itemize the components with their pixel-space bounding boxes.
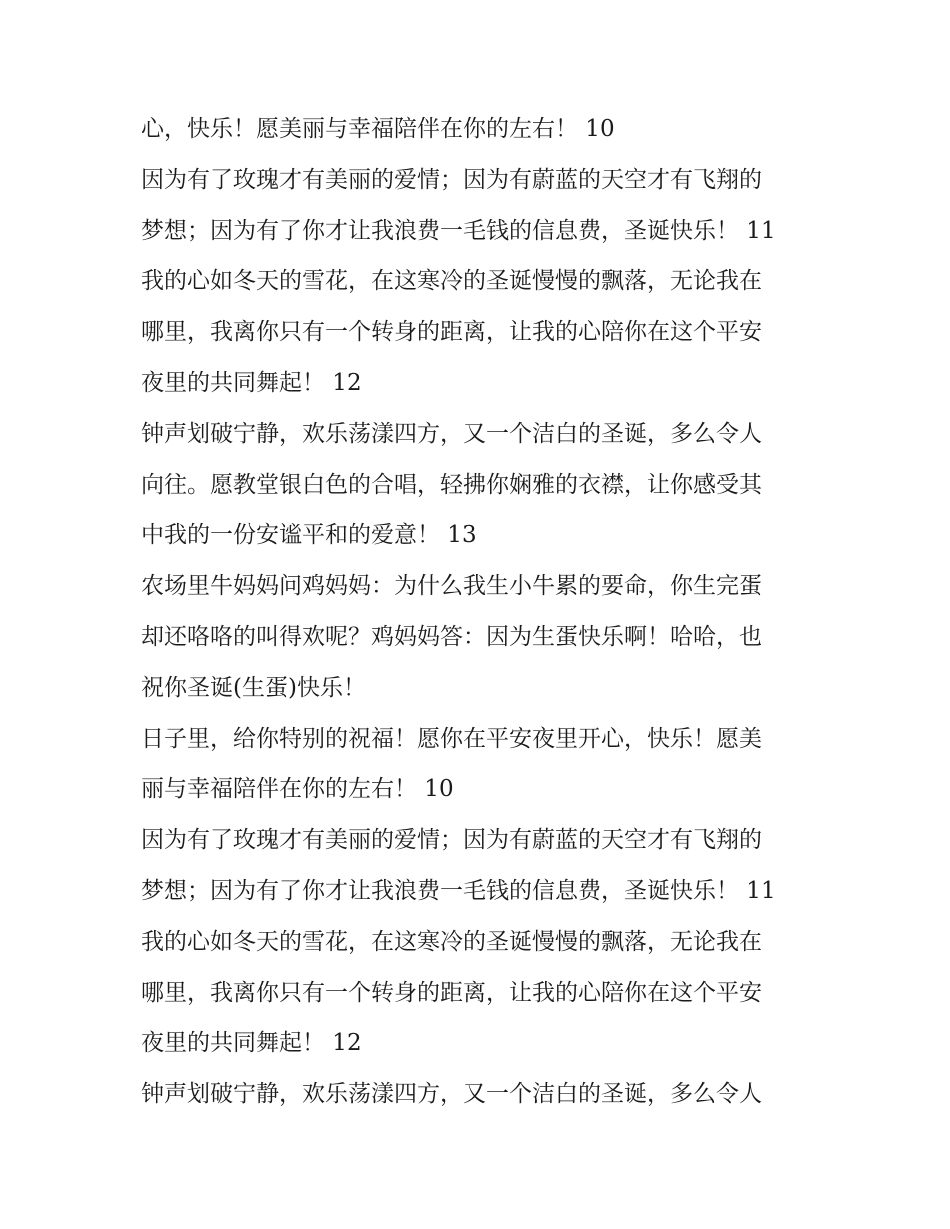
text-line: 夜里的共同舞起！ 12 [141, 369, 362, 396]
text-line: 我的心如冬天的雪花，在这寒冷的圣诞慢慢的飘落，无论我在 [141, 268, 762, 295]
text-line: 钟声划破宁静，欢乐荡漾四方，又一个洁白的圣诞，多么令人 [141, 420, 762, 447]
text-line: 哪里，我离你只有一个转身的距离，让我的心陪你在这个平安 [141, 979, 762, 1006]
document-body [141, 104, 821, 1120]
text-line: 哪里，我离你只有一个转身的距离，让我的心陪你在这个平安 [141, 319, 762, 346]
text-line: 钟声划破宁静，欢乐荡漾四方，又一个洁白的圣诞，多么令人 [141, 1081, 762, 1108]
text-line: 中我的一份安谧平和的爱意！ 13 [141, 522, 477, 549]
text-line: 心，快乐！愿美丽与幸福陪伴在你的左右！ 10 [141, 116, 615, 142]
text-line: 夜里的共同舞起！ 12 [141, 1030, 362, 1057]
text-line: 农场里牛妈妈问鸡妈妈：为什么我生小牛累的要命，你生完蛋 [141, 573, 762, 600]
text-line: 因为有了玫瑰才有美丽的爱情；因为有蔚蓝的天空才有飞翔的 [141, 166, 762, 193]
text-line: 祝你圣诞(生蛋)快乐！ [141, 674, 366, 701]
text-line: 梦想；因为有了你才让我浪费一毛钱的信息费，圣诞快乐！ 11 [141, 217, 776, 244]
text-line: 因为有了玫瑰才有美丽的爱情；因为有蔚蓝的天空才有飞翔的 [141, 827, 762, 854]
text-line: 日子里，给你特别的祝福！愿你在平安夜里开心，快乐！愿美 [141, 725, 762, 752]
text-line: 丽与幸福陪伴在你的左右！ 10 [141, 776, 454, 803]
text-line: 向往。愿教堂银白色的合唱，轻拂你娴雅的衣襟，让你感受其 [141, 471, 762, 498]
text-line: 梦想；因为有了你才让我浪费一毛钱的信息费，圣诞快乐！ 11 [141, 877, 776, 904]
text-line: 却还咯咯的叫得欢呢？鸡妈妈答：因为生蛋快乐啊！哈哈，也 [141, 623, 762, 650]
text-line: 我的心如冬天的雪花，在这寒冷的圣诞慢慢的飘落，无论我在 [141, 928, 762, 955]
